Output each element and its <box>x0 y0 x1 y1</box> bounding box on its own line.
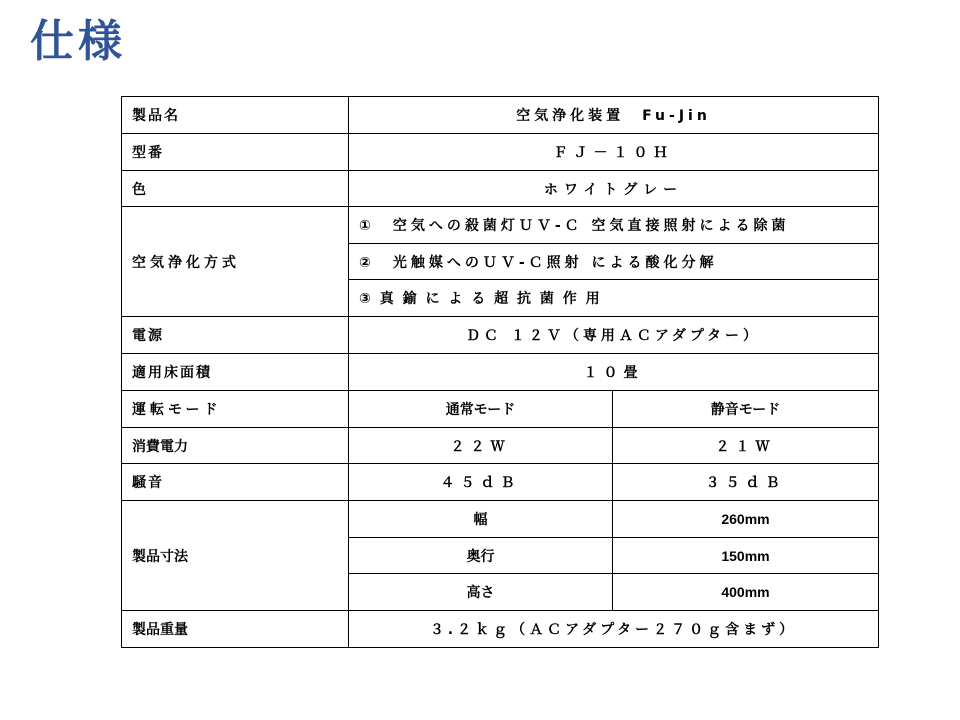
label-mode: 運転モード <box>122 391 349 428</box>
dimension-name-height: 高さ <box>349 574 613 611</box>
table-row-consumption <box>122 428 879 464</box>
value-color: ホワイトグレー <box>349 171 879 207</box>
label-floor-area: 適用床面積 <box>122 354 349 391</box>
value-purification-method-3: ③ 真 鍮 に よ る 超 抗 菌 作 用 <box>349 280 879 317</box>
value-power: ＤＣ １２Ｖ（専用ＡＣアダプター） <box>349 317 879 354</box>
label-model: 型番 <box>122 134 349 171</box>
table-row-power <box>122 317 879 354</box>
value-floor-area: １０畳 <box>349 354 879 391</box>
value-noise-quiet: ３５ｄＢ <box>613 464 879 501</box>
table-row-weight <box>122 611 879 648</box>
value-noise-normal: ４５ｄＢ <box>349 464 613 501</box>
label-weight: 製品重量 <box>122 611 349 648</box>
value-mode-quiet: 静音モード <box>613 391 879 428</box>
table-row-mode <box>122 391 879 428</box>
table-row-product-name <box>122 97 879 134</box>
dimension-name-depth: 奥行 <box>349 538 613 574</box>
value-consumption-quiet: ２１Ｗ <box>613 428 879 464</box>
label-color: 色 <box>122 171 349 207</box>
value-product-name: 空気浄化装置 Fu-Jin <box>349 97 879 134</box>
label-purification: 空気浄化方式 <box>122 207 349 317</box>
value-purification-method-1: ① 空気への殺菌灯ＵＶ-Ｃ 空気直接照射による除菌 <box>349 207 879 244</box>
table-row-model <box>122 134 879 171</box>
dimension-value-depth: 150mm <box>613 538 879 574</box>
table-row-dimension-width <box>122 501 879 538</box>
table-row-floor-area <box>122 354 879 391</box>
label-product-name: 製品名 <box>122 97 349 134</box>
label-noise: 騒音 <box>122 464 349 501</box>
value-purification-method-2: ② 光触媒へのＵＶ-Ｃ照射 による酸化分解 <box>349 244 879 280</box>
table-row-noise <box>122 464 879 501</box>
table-row-purification-1 <box>122 207 879 244</box>
spec-table <box>121 96 879 648</box>
dimension-value-height: 400mm <box>613 574 879 611</box>
value-weight: ３.２ｋｇ（ＡＣアダプター２７０ｇ含まず） <box>349 611 879 648</box>
dimension-value-width: 260mm <box>613 501 879 538</box>
label-consumption: 消費電力 <box>122 428 349 464</box>
value-consumption-normal: ２２Ｗ <box>349 428 613 464</box>
page-title: 仕様 <box>30 16 126 67</box>
label-dimensions: 製品寸法 <box>122 501 349 611</box>
value-model: ＦＪ－１０Ｈ <box>349 134 879 171</box>
label-power: 電源 <box>122 317 349 354</box>
table-row-color <box>122 171 879 207</box>
dimension-name-width: 幅 <box>349 501 613 538</box>
value-mode-normal: 通常モード <box>349 391 613 428</box>
